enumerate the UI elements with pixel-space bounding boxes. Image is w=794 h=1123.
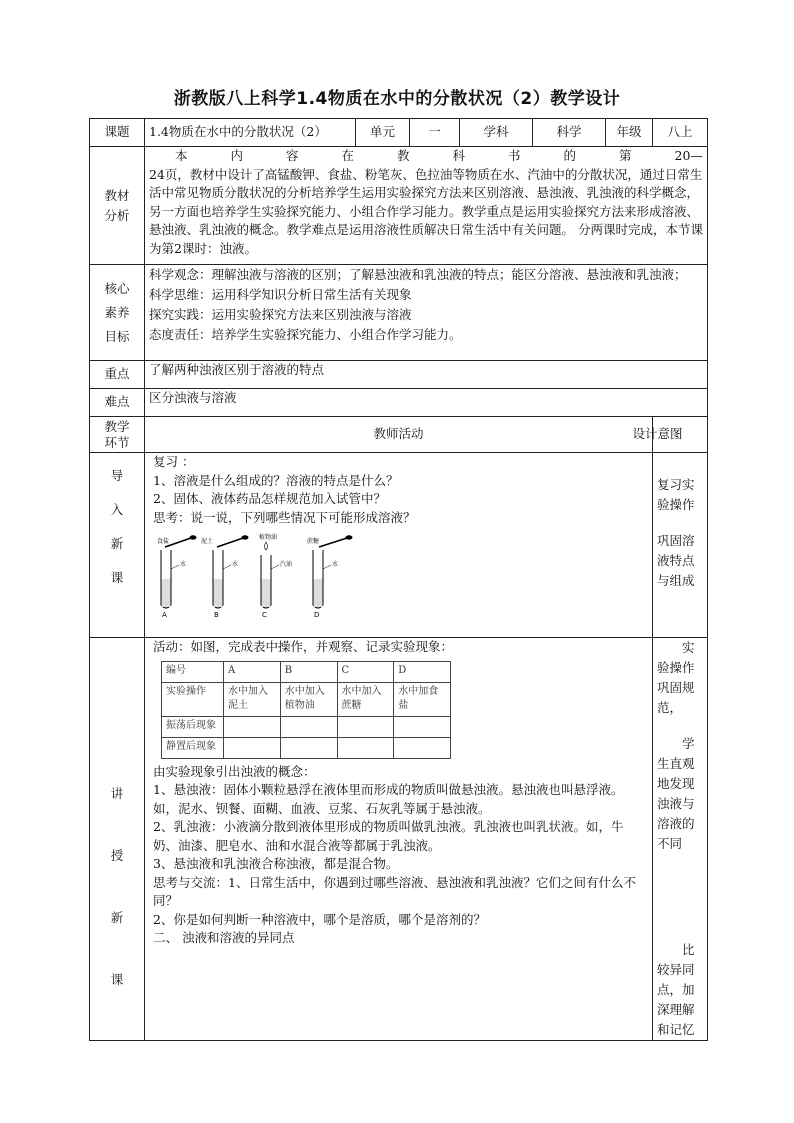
unit-label: 单元 <box>356 119 410 147</box>
first-line-word: 在 <box>341 148 355 163</box>
difficulty-label: 难点 <box>90 389 145 417</box>
teach-line: 1、悬浊液：固体小颗粒悬浮在液体里而形成的物质叫做悬浊液。悬浊液也叫悬浮液。如，泥水、钡餐、面糊、血液、豆浆、石灰乳等属于悬浊液。 <box>153 782 624 816</box>
lesson-plan-table <box>89 118 708 1041</box>
substance-label: 植物油 <box>259 534 278 541</box>
teach-step-char: 授 <box>110 848 124 863</box>
first-line-word: 书 <box>508 148 521 163</box>
teach-row <box>90 638 708 1041</box>
lesson-label: 课题 <box>90 119 145 147</box>
experiment-row-label: 静置后现象 <box>162 737 224 758</box>
liquid-label: 水 <box>232 561 239 568</box>
intro-content <box>145 453 653 638</box>
teach-line: 思考与交流：1、日常生活中，你遇到过哪些溶液、悬浊液和乳浊液？它们之间有什么不同？ <box>153 874 636 908</box>
step-header <box>90 417 145 453</box>
tube-label: A <box>162 611 167 619</box>
first-line-word: 的 <box>563 148 577 163</box>
teacher-activity-header: 教师活动 <box>145 417 653 453</box>
key-point-row <box>90 361 708 389</box>
substance-label: 蔗糖 <box>307 538 320 545</box>
teach-line: 2、乳浊液：小液滴分散到液体里形成的物质叫做乳浊液。乳浊液也叫乳状液。如，牛奶、油漆、肥皂水、油和水混合液等都属于乳浊液。 <box>153 819 624 853</box>
experiment-op-cell: 水中加入蔗糖 <box>337 682 394 716</box>
spoon-handle <box>217 538 243 547</box>
experiment-header-row <box>162 661 451 682</box>
intro-step-char: 新 <box>110 536 124 551</box>
intro-intent-line: 巩固溶液特点与组成 <box>657 533 695 588</box>
tube-label: B <box>214 611 219 619</box>
first-line-word: 容 <box>286 148 299 163</box>
test-tube-a <box>157 535 197 619</box>
teach-line: 二、 浊液和溶液的异同点 <box>153 930 295 945</box>
experiment-header-cell: 编号 <box>162 661 224 682</box>
teach-step-label <box>90 638 145 1041</box>
first-line-word: 教 <box>397 148 410 163</box>
spoon-bowl <box>346 535 353 539</box>
teach-content <box>145 638 653 1041</box>
grade-value: 八上 <box>653 119 708 147</box>
lesson-value: 1.4物质在水中的分散状况（2） <box>145 119 356 147</box>
teach-line: 3、悬浊液和乳浊液合称浊液，都是混合物。 <box>153 856 399 871</box>
experiment-header-cell: C <box>337 661 394 682</box>
spoon-bowl <box>190 535 197 539</box>
intro-intent <box>653 453 708 638</box>
experiment-op-cell: 水中加食盐 <box>394 682 451 716</box>
subject-value: 科学 <box>533 119 606 147</box>
spoon-bowl <box>242 535 249 539</box>
teach-step-char: 新 <box>110 910 124 925</box>
experiment-header-cell: D <box>394 661 451 682</box>
page-title: 浙教版八上科学1.4物质在水中的分散状况（2）教学设计 <box>173 89 621 109</box>
oil-drop-icon <box>265 542 268 550</box>
core-literacy-line: 科学观念：理解浊液与溶液的区别；了解悬浊液和乳浊液的特点；能区分溶液、悬浊液和乳浊液； <box>149 267 687 282</box>
core-literacy-line: 科学思维：运用科学知识分析日常生活有关现象 <box>149 287 412 302</box>
core-literacy-line: 探究实践：运用实验探究方法来区别浊液与溶液 <box>149 307 412 322</box>
first-line-word: 本 <box>175 148 188 163</box>
intro-step-label <box>90 453 145 638</box>
header-row <box>90 119 708 147</box>
experiment-shake-row <box>162 716 451 737</box>
experiment-table <box>161 661 451 759</box>
first-line-word: 第 <box>619 148 632 163</box>
tube-label: C <box>262 611 267 619</box>
experiment-header-cell: A <box>224 661 281 682</box>
activity-line: 活动：如图，完成表中操作，并观察、记录实验现象： <box>153 639 454 654</box>
core-literacy-row <box>90 265 708 361</box>
intro-line: 2、固体、液体药品怎样规范加入试管中？ <box>153 491 386 506</box>
test-tube-c <box>259 533 292 619</box>
difficulty-row <box>90 389 708 417</box>
first-line-word: 科 <box>452 148 466 163</box>
step-header-line: 环节 <box>104 434 130 450</box>
tube-label: D <box>314 611 320 619</box>
teach-intent-3: 比较异同点，加深理解和记忆 <box>657 942 695 1037</box>
teach-line: 2、你是如何判断一种溶液中，哪个是溶质，哪个是溶剂的？ <box>153 911 486 927</box>
teach-step-char: 讲 <box>110 786 124 801</box>
experiment-rest-row <box>162 737 451 758</box>
teach-step-char: 课 <box>110 972 124 987</box>
first-line-word: 20— <box>674 148 703 163</box>
material-analysis-first-line <box>149 147 703 166</box>
core-literacy-label-line: 核心 <box>104 280 130 296</box>
experiment-row-label: 振荡后现象 <box>162 716 224 737</box>
experiment-op-row <box>162 682 451 716</box>
teach-line: 由实验现象引出浊液的概念： <box>153 763 316 779</box>
teach-intent-1: 实验操作巩固规范， <box>657 640 695 715</box>
intro-row <box>90 453 708 638</box>
subject-label: 学科 <box>460 119 533 147</box>
core-literacy-label <box>90 265 145 361</box>
teach-intent <box>653 638 708 1041</box>
intro-step-char: 导 <box>110 468 124 483</box>
intro-line: 复习 ： <box>153 454 195 469</box>
liquid-label: 水 <box>180 561 187 568</box>
intro-line: 思考：说一说，下列哪些情况下可能形成溶液？ <box>153 509 416 525</box>
material-analysis-label-text: 教材分析 <box>104 187 130 223</box>
spoon-handle <box>319 538 347 547</box>
step-header-line: 教学 <box>104 418 130 434</box>
liquid-label: 汽油 <box>280 561 293 568</box>
grade-label: 年级 <box>606 119 653 147</box>
test-tube-figure <box>157 533 377 619</box>
experiment-op-cell: 水中加入植物油 <box>280 682 337 716</box>
intro-step-char: 入 <box>110 502 124 517</box>
experiment-header-cell: B <box>280 661 337 682</box>
liquid-label: 水 <box>332 561 339 568</box>
core-literacy-line: 态度责任：培养学生实验探究能力、小组合作学习能力。 <box>149 327 462 342</box>
intro-step-char: 课 <box>110 570 124 585</box>
design-intent-header <box>632 417 708 453</box>
material-analysis-body: 24页，教材中设计了高锰酸钾、食盐、粉笔灰、色拉油等物质在水、汽油中的分散状况，通过日常生活中常见物质分散状况的分析培养学生运用实验探究方法来区别溶液、悬浊液、乳浊液的科学概念，另一方面也培养学生实验探究能力、小组合作学习能力。教学重点是运用实验探究方法来形成溶液、悬浊液、乳浊液的概念。教学难点是运用溶液性质解决日常生活中有关问题。 分两课时完成，本节课为第2课时：浊液。 <box>149 166 703 256</box>
substance-label: 泥土 <box>201 538 214 545</box>
material-analysis-row <box>90 147 708 265</box>
substance-label: 食盐 <box>157 538 170 545</box>
key-point-text: 了解两种浊液区别于溶液的特点 <box>145 361 708 389</box>
test-tube-d <box>307 535 353 619</box>
experiment-op-cell: 水中加入泥土 <box>224 682 281 716</box>
teach-intent-2: 学生直观地发现浊液与溶液的不同 <box>657 736 695 851</box>
core-literacy-label-line: 目标 <box>104 328 130 344</box>
key-point-label: 重点 <box>90 361 145 389</box>
intro-intent-line: 复习实验操作 <box>657 477 695 512</box>
material-analysis-label <box>90 147 145 265</box>
experiment-op-label: 实验操作 <box>162 682 224 716</box>
section-header-row <box>90 417 708 453</box>
core-literacy-text <box>145 265 708 361</box>
difficulty-text: 区分浊液与溶液 <box>145 389 708 417</box>
unit-value: 一 <box>410 119 460 147</box>
core-literacy-label-line: 素养 <box>104 304 130 320</box>
intro-line: 1、溶液是什么组成的？溶液的特点是什么？ <box>153 472 399 488</box>
test-tube-b <box>201 535 249 619</box>
design-intent-header-text: 设计意图 <box>632 426 683 442</box>
first-line-word: 内 <box>230 148 244 163</box>
material-analysis-text <box>145 147 708 265</box>
